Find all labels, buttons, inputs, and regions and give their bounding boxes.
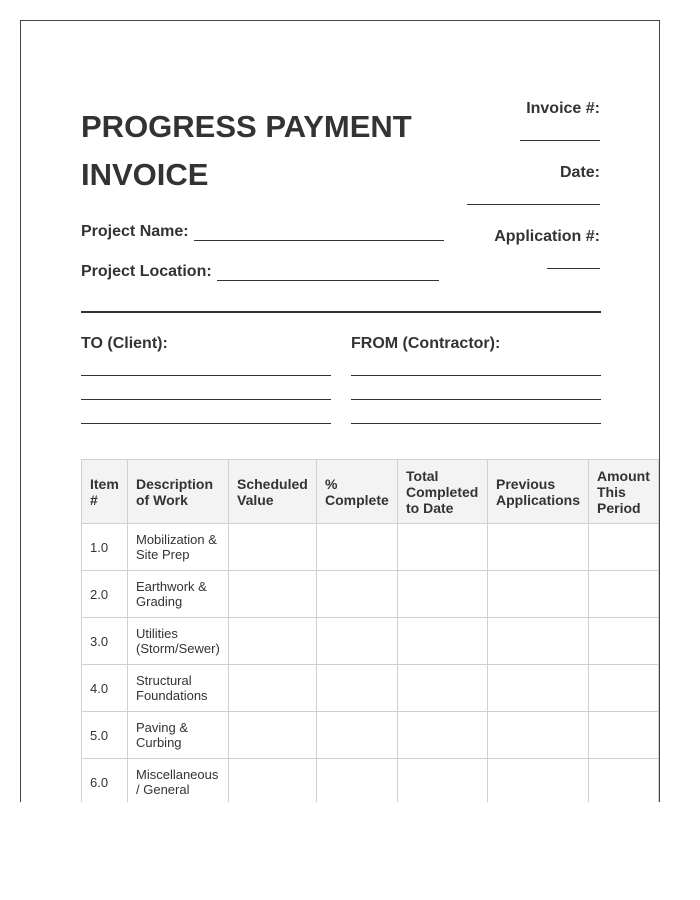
title-line-1: PROGRESS PAYMENT xyxy=(81,109,412,144)
client-label: TO (Client): xyxy=(81,335,168,352)
previous-applications-cell[interactable] xyxy=(488,571,589,618)
invoice-number-label: Invoice #: xyxy=(526,100,600,117)
client-line-1[interactable] xyxy=(81,375,331,376)
previous-applications-cell[interactable] xyxy=(488,665,589,712)
table-row xyxy=(82,665,659,712)
total-completed-cell[interactable] xyxy=(398,665,488,712)
percent-complete-cell[interactable] xyxy=(317,618,398,665)
scheduled-value-cell[interactable] xyxy=(229,618,317,665)
contractor-line-2[interactable] xyxy=(351,399,601,400)
scheduled-value-cell[interactable] xyxy=(229,665,317,712)
amount-this-period-cell[interactable] xyxy=(589,665,659,712)
amount-this-period-cell[interactable] xyxy=(589,524,659,571)
table-row xyxy=(82,618,659,665)
item-number: 3.0 xyxy=(82,618,128,665)
project-name-row xyxy=(81,223,444,241)
item-description: Mobilization & Site Prep xyxy=(128,524,229,571)
previous-applications-cell[interactable] xyxy=(488,618,589,665)
total-completed-cell[interactable] xyxy=(398,759,488,803)
previous-applications-cell[interactable] xyxy=(488,524,589,571)
project-name-field[interactable] xyxy=(194,226,444,241)
total-completed-cell[interactable] xyxy=(398,618,488,665)
section-divider xyxy=(81,311,601,313)
item-number: 1.0 xyxy=(82,524,128,571)
percent-complete-cell[interactable] xyxy=(317,712,398,759)
client-line-2[interactable] xyxy=(81,399,331,400)
percent-complete-cell[interactable] xyxy=(317,759,398,803)
date-label: Date: xyxy=(559,164,600,181)
amount-this-period-cell[interactable] xyxy=(589,712,659,759)
total-completed-cell[interactable] xyxy=(398,571,488,618)
percent-complete-cell[interactable] xyxy=(317,571,398,618)
project-name-label: Project Name: xyxy=(81,223,189,240)
amount-this-period-cell[interactable] xyxy=(589,759,659,803)
application-number-label: Application #: xyxy=(494,228,600,245)
percent-complete-cell[interactable] xyxy=(317,665,398,712)
title-line-2: INVOICE xyxy=(81,157,209,192)
project-location-row xyxy=(81,263,439,281)
date-field[interactable] xyxy=(467,204,600,205)
col-header-percent-complete: % Complete xyxy=(317,460,398,524)
item-description: Paving & Curbing xyxy=(128,712,229,759)
project-location-field[interactable] xyxy=(217,266,439,281)
scheduled-value-cell[interactable] xyxy=(229,712,317,759)
item-description: Utilities (Storm/Sewer) xyxy=(128,618,229,665)
col-header-total-completed: Total Completed to Date xyxy=(398,460,488,524)
amount-this-period-cell[interactable] xyxy=(589,571,659,618)
table-row xyxy=(82,571,659,618)
total-completed-cell[interactable] xyxy=(398,712,488,759)
col-header-scheduled-value: Scheduled Value xyxy=(229,460,317,524)
item-number: 4.0 xyxy=(82,665,128,712)
table-header-row xyxy=(82,460,659,524)
scheduled-value-cell[interactable] xyxy=(229,524,317,571)
item-description: Miscellaneous / General xyxy=(128,759,229,803)
previous-applications-cell[interactable] xyxy=(488,759,589,803)
page-title xyxy=(81,103,461,199)
table-row xyxy=(82,712,659,759)
table-row xyxy=(82,524,659,571)
item-number: 5.0 xyxy=(82,712,128,759)
project-location-label: Project Location: xyxy=(81,263,212,280)
table-row xyxy=(82,759,659,803)
item-description: Earthwork & Grading xyxy=(128,571,229,618)
item-description: Structural Foundations xyxy=(128,665,229,712)
scheduled-value-cell[interactable] xyxy=(229,571,317,618)
contractor-label: FROM (Contractor): xyxy=(351,335,501,352)
percent-complete-cell[interactable] xyxy=(317,524,398,571)
item-number: 6.0 xyxy=(82,759,128,803)
invoice-page xyxy=(20,20,660,802)
client-line-3[interactable] xyxy=(81,423,331,424)
contractor-line-3[interactable] xyxy=(351,423,601,424)
application-number-field[interactable] xyxy=(547,268,600,269)
line-items-table xyxy=(81,459,659,802)
col-header-item: Item # xyxy=(82,460,128,524)
scheduled-value-cell[interactable] xyxy=(229,759,317,803)
total-completed-cell[interactable] xyxy=(398,524,488,571)
amount-this-period-cell[interactable] xyxy=(589,618,659,665)
col-header-previous-applications: Previous Applications xyxy=(488,460,589,524)
col-header-amount-this-period: Amount This Period xyxy=(589,460,659,524)
invoice-number-field[interactable] xyxy=(520,140,600,141)
col-header-description: Description of Work xyxy=(128,460,229,524)
item-number: 2.0 xyxy=(82,571,128,618)
contractor-line-1[interactable] xyxy=(351,375,601,376)
previous-applications-cell[interactable] xyxy=(488,712,589,759)
